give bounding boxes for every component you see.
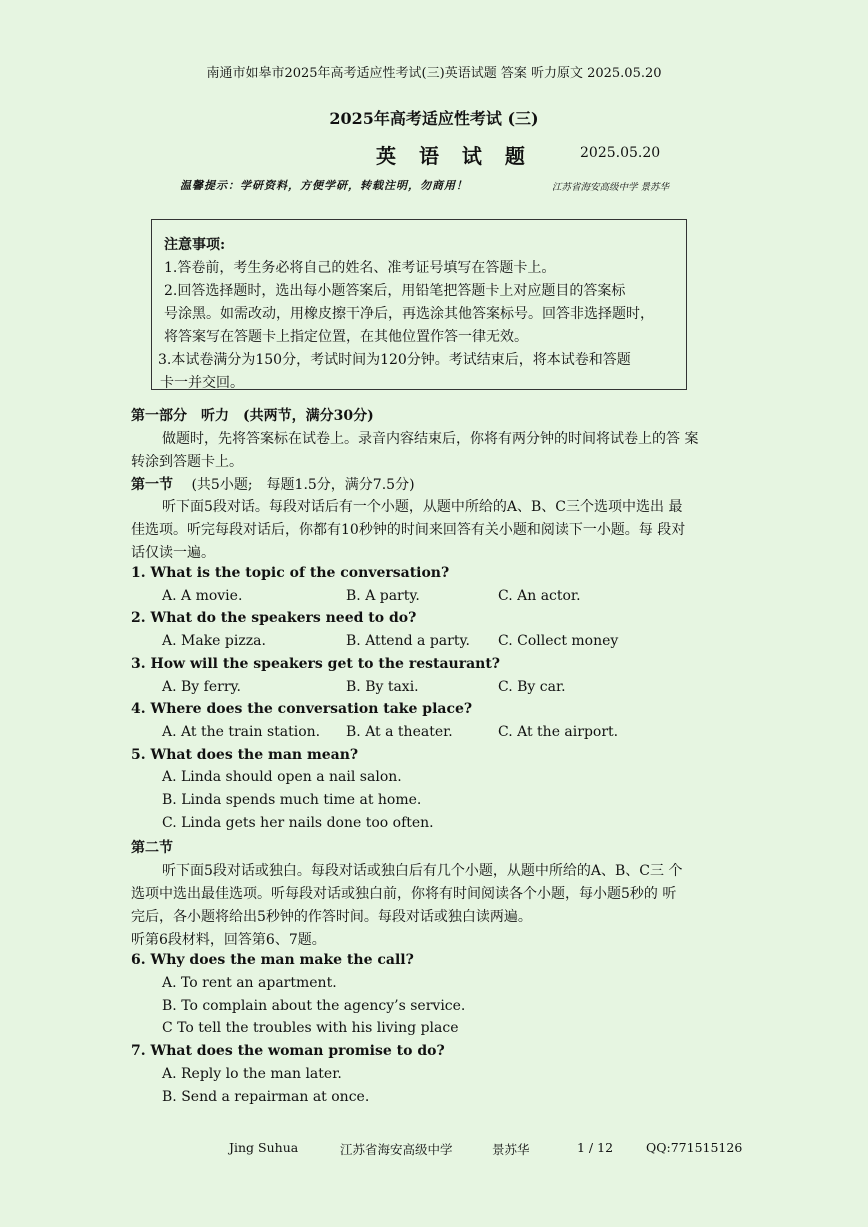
q6-option-c: C To tell the troubles with his living place xyxy=(162,1020,459,1036)
section2-material: 听第6段材料，回答第6、7题。 xyxy=(131,932,326,948)
page-header: 南通市如皋市2025年高考适应性考试(三)英语试题 答案 听力原文 2025.05.20 xyxy=(206,66,662,81)
section2-intro: 选项中选出最佳选项。听每段对话或独白前，你将有时间阅读各个小题，每小题5秒的 听 xyxy=(131,886,677,902)
footer-author: Jing Suhua xyxy=(229,1140,299,1155)
section1-intro: 话仅读一遍。 xyxy=(131,545,215,561)
notice-line: 卡一并交回。 xyxy=(160,375,244,391)
section1-intro: 听下面5段对话。每段对话后有一个小题，从题中所给的A、B、C三个选项中选出 最 xyxy=(162,499,683,515)
q2-option-b: B. Attend a party. xyxy=(346,633,470,649)
section1-heading-row xyxy=(131,474,415,494)
notice-line: 将答案写在答题卡上指定位置，在其他位置作答一律无效。 xyxy=(164,329,528,345)
tip-school: 江苏省海安高级中学 景苏华 xyxy=(552,182,670,193)
q6-option-a: A. To rent an apartment. xyxy=(162,975,337,991)
q2-option-c: C. Collect money xyxy=(498,633,619,649)
section1-intro: 佳选项。听完每段对话后，你都有10秒钟的时间来回答有关小题和阅读下一小题。每 段对 xyxy=(131,522,686,538)
part1-intro: 转涂到答题卡上。 xyxy=(131,454,243,470)
part1-intro: 做题时，先将答案标在试卷上。录音内容结束后，你将有两分钟的时间将试卷上的答 案 xyxy=(162,431,699,447)
footer-school: 江苏省海安高级中学 xyxy=(340,1142,453,1157)
question-3: 3. How will the speakers get to the restaurant? xyxy=(131,656,500,672)
q3-option-a: A. By ferry. xyxy=(162,679,242,695)
footer-qq: QQ:771515126 xyxy=(646,1140,743,1155)
usage-tip: 温馨提示：学研资料，方便学研，转载注明，勿商用！ xyxy=(180,179,468,192)
q5-option-c: C. Linda gets her nails done too often. xyxy=(162,815,434,831)
question-2: 2. What do the speakers need to do? xyxy=(131,610,417,626)
q4-option-a: A. At the train station. xyxy=(162,724,321,740)
exam-title: 2025年高考适应性考试 (三) xyxy=(329,109,539,128)
q7-option-b: B. Send a repairman at once. xyxy=(162,1089,370,1105)
notice-line: 1.答卷前，考生务必将自己的姓名、准考证号填写在答题卡上。 xyxy=(164,260,556,276)
subject-title: 英 语 试 题 xyxy=(376,144,533,168)
question-7: 7. What does the woman promise to do? xyxy=(131,1043,445,1059)
section1-heading: 第一节 xyxy=(131,477,173,493)
q7-option-a: A. Reply lo the man later. xyxy=(162,1066,342,1082)
q4-option-b: B. At a theater. xyxy=(346,724,453,740)
q1-option-a: A. A movie. xyxy=(162,588,243,604)
question-5: 5. What does the man mean? xyxy=(131,747,359,763)
section2-intro: 听下面5段对话或独白。每段对话或独白后有几个小题，从题中所给的A、B、C三 个 xyxy=(162,863,683,879)
notice-box xyxy=(151,219,687,390)
section2-heading: 第二节 xyxy=(131,840,173,856)
q5-option-a: A. Linda should open a nail salon. xyxy=(162,769,402,785)
notice-line: 号涂黑。如需改动，用橡皮擦干净后，再选涂其他答案标号。回答非选择题时， xyxy=(164,306,654,322)
q1-option-c: C. An actor. xyxy=(498,588,581,604)
question-4: 4. Where does the conversation take place? xyxy=(131,701,473,717)
exam-date: 2025.05.20 xyxy=(580,145,661,161)
question-6: 6. Why does the man make the call? xyxy=(131,952,414,968)
q3-option-c: C. By car. xyxy=(498,679,566,695)
footer-name: 景苏华 xyxy=(492,1142,530,1157)
q5-option-b: B. Linda spends much time at home. xyxy=(162,792,422,808)
q1-option-b: B. A party. xyxy=(346,588,420,604)
q3-option-b: B. By taxi. xyxy=(346,679,419,695)
q6-option-b: B. To complain about the agency’s service. xyxy=(162,998,466,1014)
page-number: 1 / 12 xyxy=(577,1140,614,1155)
question-1: 1. What is the topic of the conversation? xyxy=(131,565,450,581)
notice-heading: 注意事项: xyxy=(164,237,226,253)
q4-option-c: C. At the airport. xyxy=(498,724,619,740)
notice-line: 3.本试卷满分为150分，考试时间为120分钟。考试结束后，将本试卷和答题 xyxy=(158,352,631,368)
section2-intro: 完后，各小题将给出5秒钟的作答时间。每段对话或独白读两遍。 xyxy=(131,909,532,925)
q2-option-a: A. Make pizza. xyxy=(162,633,266,649)
part1-heading: 第一部分 听力 (共两节，满分30分) xyxy=(131,408,374,424)
notice-line: 2.回答选择题时，选出每小题答案后，用铅笔把答题卡上对应题目的答案标 xyxy=(164,283,626,299)
section1-note: (共5小题; 每题1.5分，满分7.5分) xyxy=(191,477,415,493)
